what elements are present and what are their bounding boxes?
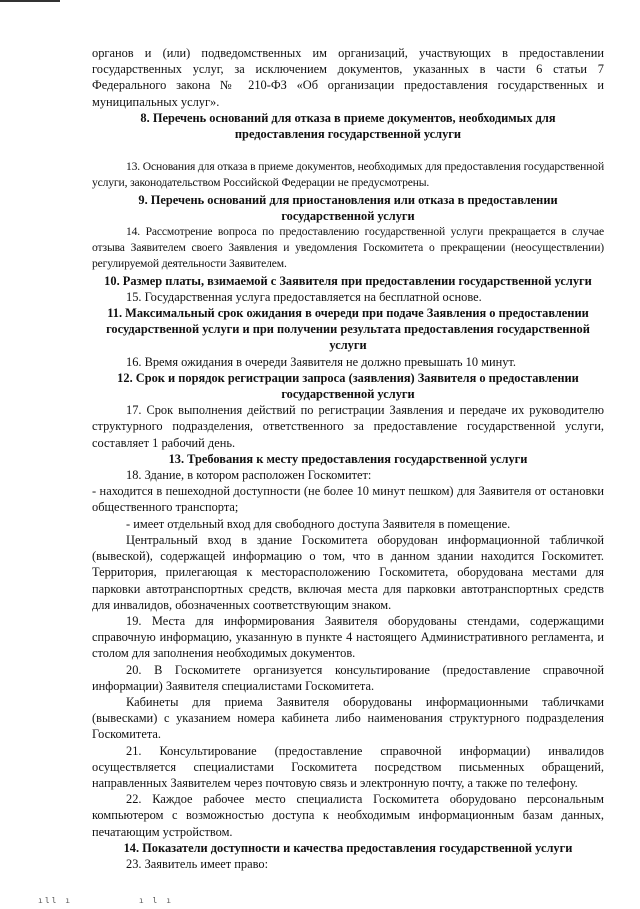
scan-mark-left: ıll ı	[38, 896, 73, 905]
scan-mark-right: ı l ı	[138, 896, 174, 905]
paragraph-14: 14. Рассмотрение вопроса по предоставлению государственной услуги прекращается в случае отзыва Заявителем своего Заявления и уведомления Госкомитета о прекращении (неосуществлении) регулируемой деятельности Заявителем.	[92, 225, 604, 271]
scan-footer-marks	[38, 893, 233, 909]
heading-section-10: 10. Размер платы, взимаемой с Заявителя при предоставлении государственной услуги	[104, 273, 592, 288]
paragraph-20: 20. В Госкомитете организуется консультирование (предоставление справочной информации) Заявителя специалистами Госкомитета.	[92, 662, 604, 693]
paragraph-23: 23. Заявитель имеет право:	[126, 856, 269, 871]
heading-section-12: 12. Срок и порядок регистрации запроса (заявления) Заявителя о предоставлении государственной услуги	[117, 370, 579, 402]
scan-edge-mark	[0, 0, 60, 2]
paragraph-18-item-b: - имеет отдельный вход для свободного доступа Заявителя в помещение.	[126, 516, 511, 531]
paragraph-19: 19. Места для информирования Заявителя оборудованы стендами, содержащими справочную информацию, указанную в пункте 4 настоящего Административного регламента, и столом для заполнения необходимых документов.	[92, 613, 604, 661]
heading-section-9: 9. Перечень оснований для приостановления или отказа в предоставлении государственной услуги	[138, 192, 558, 223]
heading-section-8: 8. Перечень оснований для отказа в приеме документов, необходимых для предоставления государственной услуги	[140, 110, 556, 142]
heading-section-14: 14. Показатели доступности и качества предоставления государственной услуги	[123, 840, 573, 855]
paragraph-16: 16. Время ожидания в очереди Заявителя не должно превышать 10 минут.	[126, 354, 517, 369]
page-content	[92, 45, 604, 872]
paragraph-20-offices: Кабинеты для приема Заявителя оборудованы информационными табличками (вывесками) с указанием номера кабинета либо наименования структурного подразделения Госкомитета.	[92, 694, 604, 742]
paragraph-15: 15. Государственная услуга предоставляется на бесплатной основе.	[126, 289, 482, 304]
paragraph-21: 21. Консультирование (предоставление справочной информации) инвалидов осуществляется специалистами Госкомитета посредством письменных обращений, направленных Заявителем через почтовую связь и электронную почту, а также по телефону.	[92, 743, 604, 790]
paragraph-18-item-a: - находится в пешеходной доступности (не более 10 минут пешком) для Заявителя от остановки общественного транспорта;	[92, 484, 604, 515]
spacer	[92, 142, 604, 159]
paragraph-22: 22. Каждое рабочее место специалиста Госкомитета оборудовано персональным компьютером с возможностью доступа к необходимым информационным базам данных, печатающим устройством.	[92, 792, 604, 839]
paragraph-17: 17. Срок выполнения действий по регистрации Заявления и передаче их руководителю структурного подразделения, ответственного за предоставление государственной услуги, составляет 1 рабочий день.	[92, 403, 604, 450]
paragraph-13: 13. Основания для отказа в приеме документов, необходимых для предоставления государственной услуги, законодательством Российской Федерации не предусмотрены.	[92, 160, 604, 190]
heading-section-13: 13. Требования к месту предоставления государственной услуги	[168, 451, 528, 466]
paragraph-18: 18. Здание, в котором расположен Госкомитет:	[126, 468, 372, 483]
paragraph-18-entrance: Центральный вход в здание Госкомитета оборудован информационной табличкой (вывеской), содержащей информацию о том, что в данном здании находится Госкомитет. Территория, прилегающая к месторасположению Госкомитета, оборудована местами для парковки автотранспортных средств, включая места для парковки автотранспортных средств для инвалидов, обозначенных соответствующим знаком.	[92, 532, 604, 612]
paragraph-intro: органов и (или) подведомственных им организаций, участвующих в предоставлении государственных услуг, за исключением документов, указанных в части 6 статьи 7 Федерального закона № 210-ФЗ «Об организации предоставления государственных и муниципальных услуг».	[92, 46, 604, 109]
heading-section-11: 11. Максимальный срок ожидания в очереди при подаче Заявления о предоставлении государственной услуги и при получении результата предоставления государственной услуги	[106, 306, 590, 353]
